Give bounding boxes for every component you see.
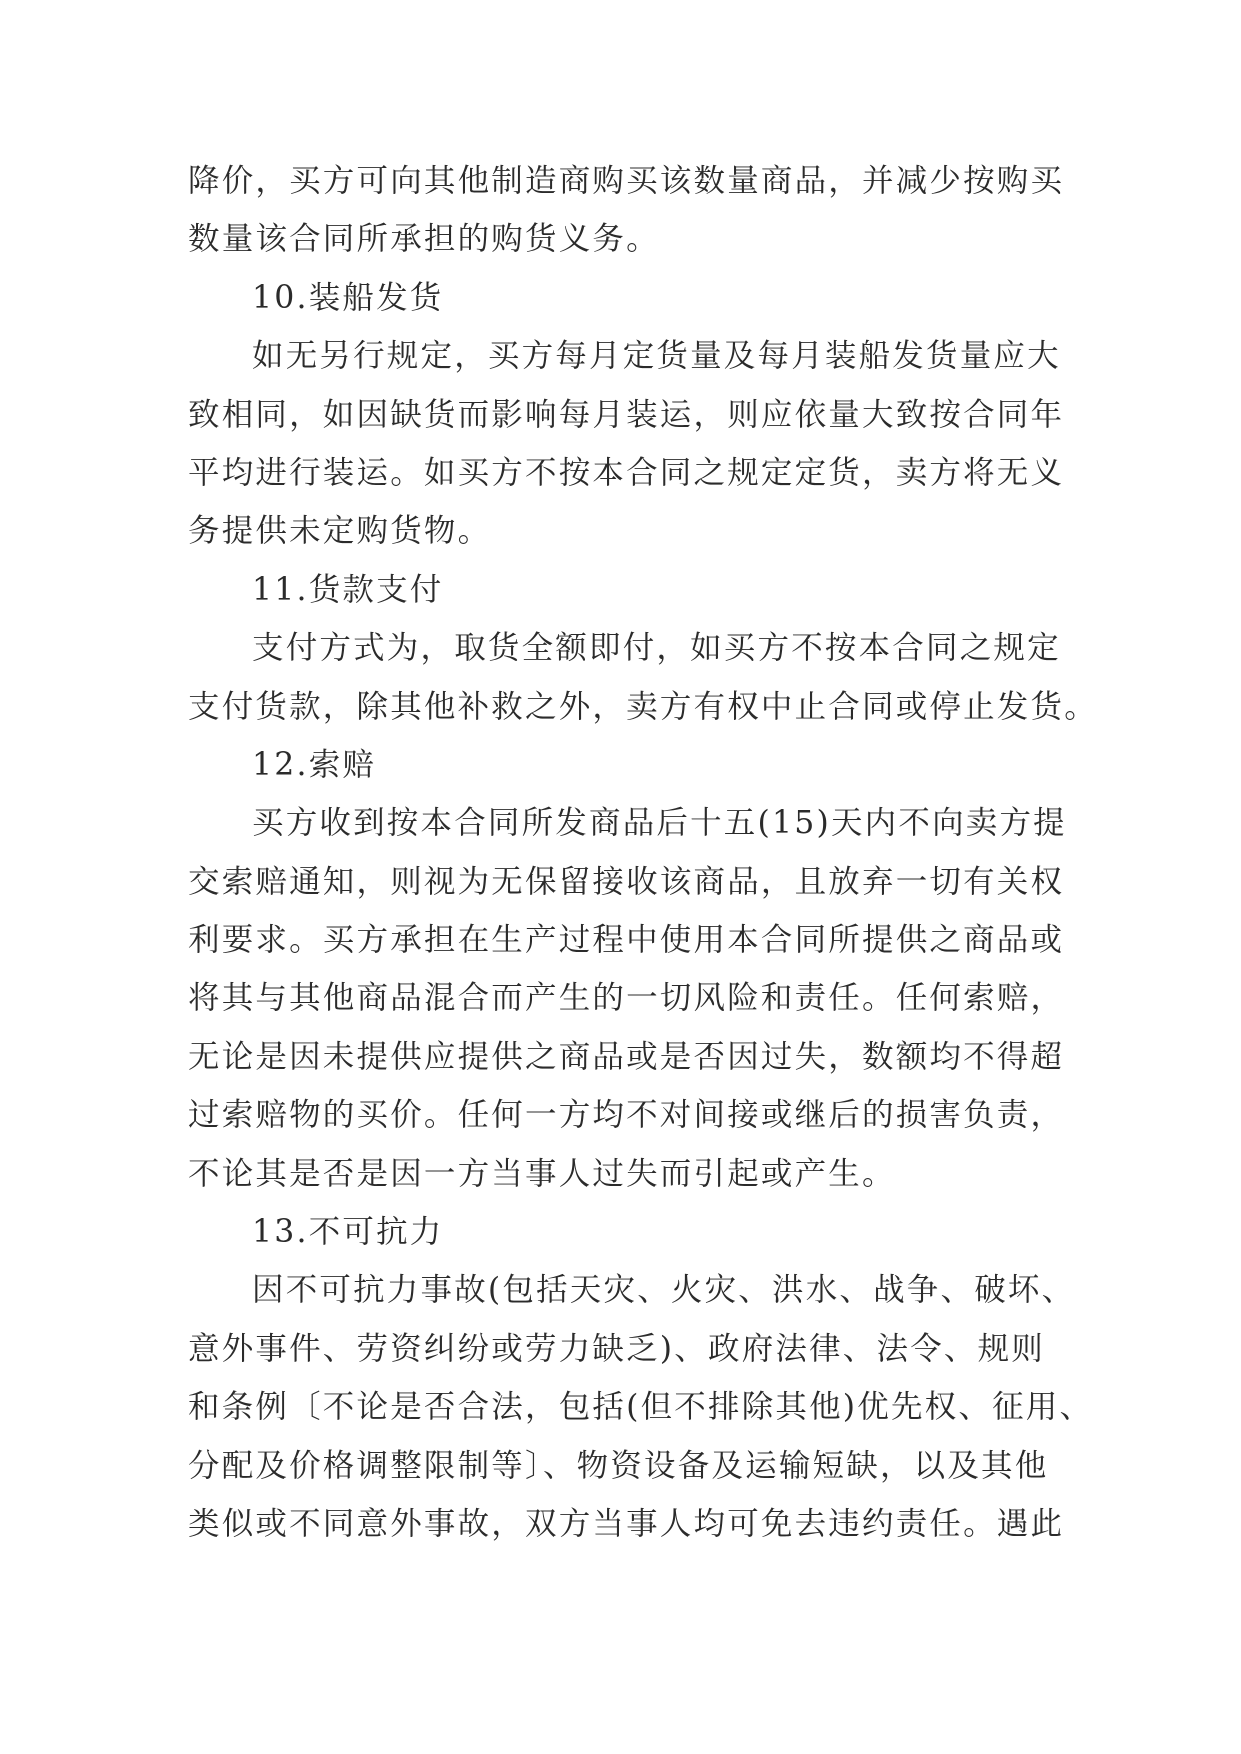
text-line: 分配及价格调整限制等〕、物资设备及运输短缺，以及其他	[188, 1447, 1049, 1484]
text-line: 如无另行规定，买方每月定货量及每月装船发货量应大	[252, 338, 1061, 375]
section-heading: 10.装船发货	[252, 279, 444, 316]
document-body	[188, 152, 1098, 1553]
text-line: 交索赔通知，则视为无保留接收该商品，且放弃一切有关权	[188, 863, 1065, 900]
text-line: 降价，买方可向其他制造商购买该数量商品，并减少按购买	[188, 163, 1065, 199]
text-line: 致相同，如因缺货而影响每月装运，则应依量大致按合同年	[188, 396, 1065, 433]
text-line: 过索赔物的买价。任何一方均不对间接或继后的损害负责，	[188, 1097, 1065, 1134]
text-line: 和条例〔不论是否合法，包括(但不排除其他)优先权、征用、	[188, 1389, 1094, 1426]
text-line: 支付货款，除其他补救之外，卖方有权中止合同或停止发货。	[188, 688, 1098, 725]
text-line: 务提供未定购货物。	[188, 513, 492, 550]
section-heading: 11.货款支付	[252, 571, 444, 608]
text-line: 类似或不同意外事故，双方当事人均可免去违约责任。遇此	[188, 1505, 1065, 1542]
text-line: 平均进行装运。如买方不按本合同之规定定货，卖方将无义	[188, 454, 1065, 491]
section-heading: 13.不可抗力	[252, 1214, 444, 1251]
text-line: 意外事件、劳资纠纷或劳力缺乏)、政府法律、法令、规则	[188, 1330, 1045, 1367]
text-line: 利要求。买方承担在生产过程中使用本合同所提供之商品或	[188, 922, 1065, 959]
text-line: 买方收到按本合同所发商品后十五(15)天内不向卖方提	[252, 805, 1067, 842]
text-line: 数量该合同所承担的购货义务。	[188, 221, 660, 258]
text-line: 无论是因未提供应提供之商品或是否因过失，数额均不得超	[188, 1038, 1065, 1075]
text-line: 支付方式为，取货全额即付，如买方不按本合同之规定	[252, 630, 1061, 667]
text-line: 因不可抗力事故(包括天灾、火灾、洪水、战争、破坏、	[252, 1272, 1076, 1309]
text-line: 不论其是否是因一方当事人过失而引起或产生。	[188, 1155, 896, 1192]
section-heading: 12.索赔	[252, 746, 377, 783]
text-line: 将其与其他商品混合而产生的一切风险和责任。任何索赔，	[188, 980, 1065, 1017]
